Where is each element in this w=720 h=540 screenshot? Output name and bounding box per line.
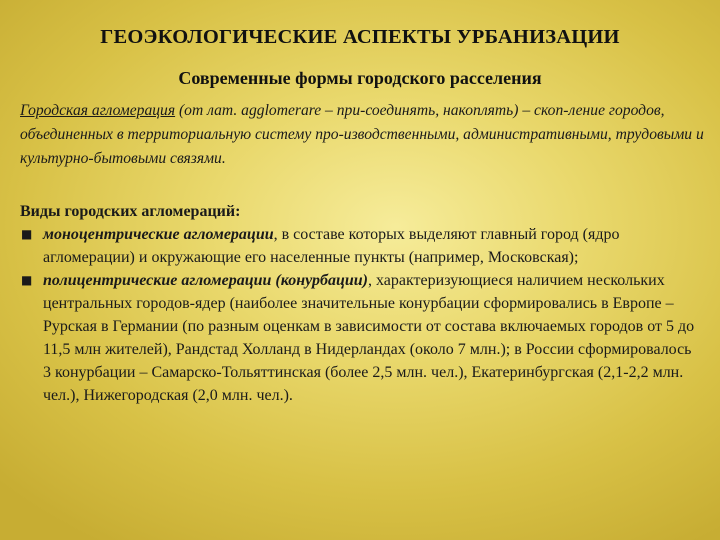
definition-paragraph: [20, 99, 710, 171]
square-bullet-icon: ■: [21, 227, 33, 241]
agglomeration-types-section: [20, 200, 700, 407]
types-heading: Виды городских агломераций:: [20, 203, 241, 220]
list-item-term: полицентрические агломерации (конурбации): [43, 272, 368, 289]
list-item-text: , в составе которых выделяют главный город (ядро агломерации) и окружающие его населенные пункты (например, Московская);: [43, 226, 620, 266]
definition-text: (от лат. agglomerare – при-соединять, накоплять) – скоп-ление городов, объединенных в территориальную систему про-изводственными, административными, трудовыми и культурно-бытовыми связями.: [20, 102, 704, 167]
slide-subtitle: Современные формы городского расселения: [178, 68, 542, 88]
definition-term: Городская агломерация: [20, 102, 176, 119]
list-item-polycentric: [20, 269, 700, 407]
list-item-term: моноцентрические агломерации: [43, 226, 274, 243]
list-item-text: , характеризующиеся наличием нескольких центральных городов-ядер (наиболее значительные конурбации сформировались в Европе – Рурская в Германии (по разным оценкам в зависимости от состава включаемых городов от 5 до 11,5 млн жителей), Рандстад Холланд в Нидерландах (около 7 млн.); в России сформировалось 3 конурбации – Самарско-Тольяттинская (более 2,5 млн. чел.), Екатеринбургская (2,1-2,2 млн. чел.), Нижегородская (2,0 млн. чел.).: [43, 272, 695, 404]
slide-title: ГЕОЭКОЛОГИЧЕСКИЕ АСПЕКТЫ УРБАНИЗАЦИИ: [100, 26, 620, 48]
list-item-monocentric: [20, 223, 700, 269]
square-bullet-icon: ■: [21, 273, 33, 287]
